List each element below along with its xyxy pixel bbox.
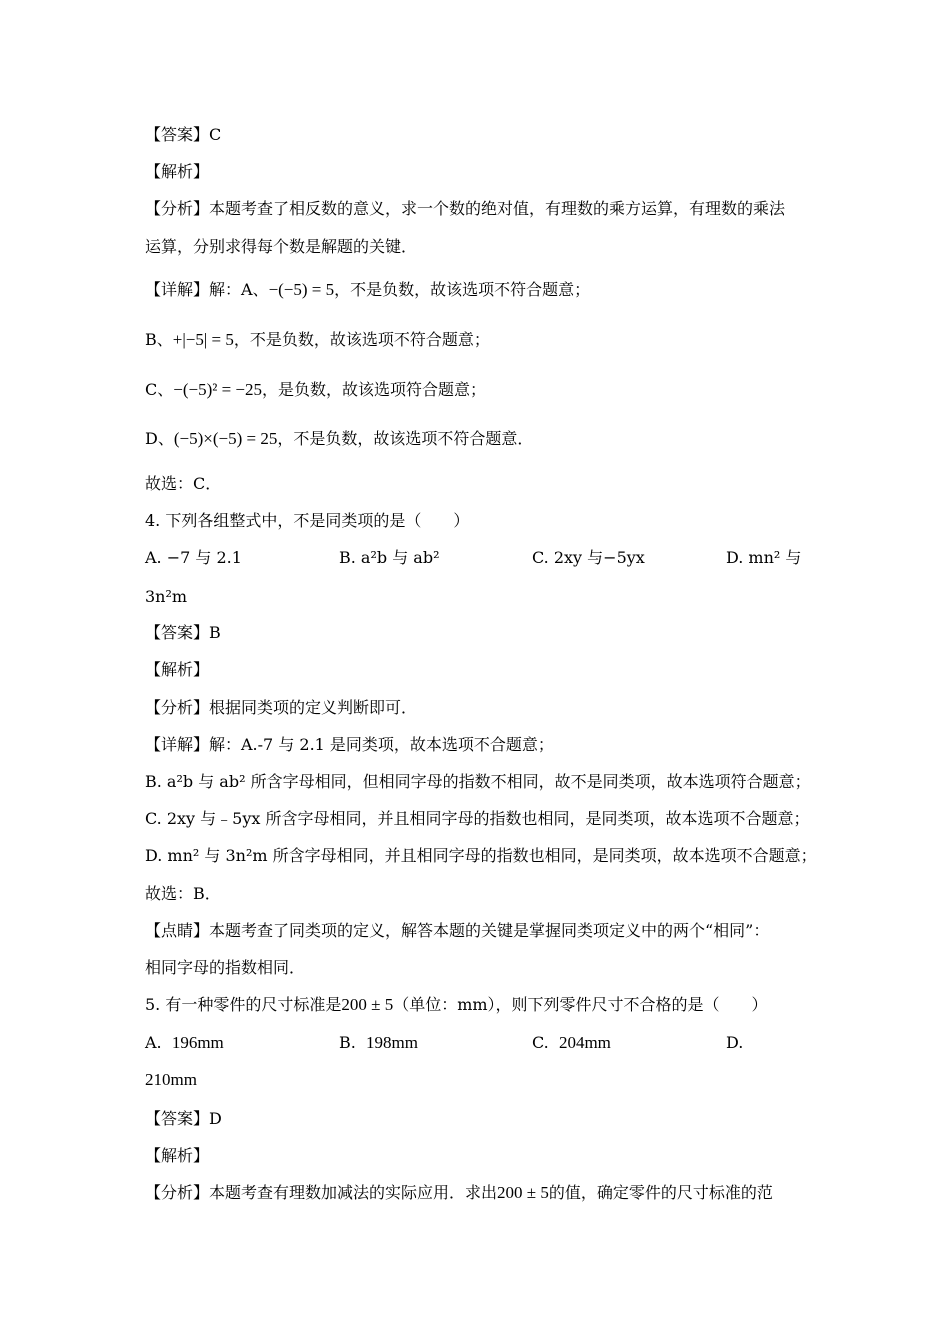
q3-detail-c [145,379,486,401]
q4-detail-4: D. mn² 与 3n²m 所含字母相同，并且相同字母的指数也相同，是同类项，故本选项不合题意； [145,846,817,865]
q5-option-b-value: 198mm [366,1033,418,1052]
q5-option-c-value: 204mm [558,1033,611,1052]
q3-detail-d-suffix: ，不是负数，故该选项不符合题意． [277,429,534,448]
q3-detail-c-suffix: ，是负数，故该选项符合题意； [262,380,487,399]
q5-option-d-label: D. [726,1033,744,1052]
q4-answer: 【答案】B [145,623,221,642]
q4-detail-3: C. 2xy 与﹣5yx 所含字母相同，并且相同字母的指数也相同，是同类项，故本选项不合题意； [145,809,810,828]
q5-option-a-label: A. [145,1033,162,1052]
q4-detail-2: B. a²b 与 ab² 所含字母相同，但相同字母的指数不相同，故不是同类项，故本选项符合题意； [145,772,811,791]
q3-fenxi-line-1: 【分析】本题考查了相反数的意义，求一个数的绝对值，有理数的乘方运算，有理数的乘法 [145,199,786,218]
q5-option-d [726,1032,743,1054]
q4-comment-line-1: 【点睛】本题考查了同类项的定义，解答本题的关键是掌握同类项定义中的两个“相同”： [145,921,770,940]
q3-detail-d-prefix: D、 [145,429,174,448]
q3-answer: 【答案】C [145,125,222,144]
q5-option-b-label: B. [339,1033,356,1052]
q5-option-c [532,1032,611,1054]
q5-stem-suffix: （单位：mm），则下列零件尺寸不合格的是（ ） [393,995,768,1014]
q3-detail-c-prefix: C、 [145,380,174,399]
q5-option-d-continued: 210mm [145,1070,197,1089]
q3-detail-b-math: +|−5| = 5 [172,330,234,349]
q3-detail-c-math: −(−5)² = −25 [173,380,263,399]
q5-stem [145,994,768,1016]
q3-detail-d [145,428,533,450]
q5-fenxi [145,1182,773,1204]
q3-detail-a [145,279,590,301]
q4-choice: 故选：B． [145,884,221,903]
q5-fenxi-prefix: 【分析】本题考查有理数加减法的实际应用．求出 [145,1183,498,1202]
q4-option-b: B. a²b 与 ab² [339,548,440,567]
q5-stem-math: 200 ± 5 [341,995,394,1014]
q4-option-d-continued: 3n²m [145,587,188,606]
q5-fenxi-math: 200 ± 5 [497,1183,549,1202]
q5-stem-prefix: 5. 有一种零件的尺寸标准是 [145,995,342,1014]
q5-fenxi-suffix: 的值，确定零件的尺寸标准的范 [548,1183,773,1202]
q4-stem: 4. 下列各组整式中，不是同类项的是（ ） [145,511,470,530]
q4-option-a: A. −7 与 2.1 [145,548,242,567]
q3-detail-b [145,329,490,351]
q5-answer: 【答案】D [145,1109,222,1128]
q5-option-a [145,1032,224,1054]
q5-analysis-heading: 【解析】 [145,1146,210,1165]
q3-detail-b-suffix: ，不是负数，故该选项不符合题意； [233,330,490,349]
q4-fenxi: 【分析】根据同类项的定义判断即可． [145,698,418,717]
q4-analysis-heading: 【解析】 [145,660,210,679]
q3-detail-d-math: (−5)×(−5) = 25 [173,429,278,448]
q4-comment-line-2: 相同字母的指数相同． [145,958,306,977]
q4-detail-1: 【详解】解：A.-7 与 2.1 是同类项，故本选项不合题意； [145,735,554,754]
q3-detail-a-suffix: ，不是负数，故该选项不符合题意； [334,280,591,299]
q5-option-a-value: 196mm [171,1033,224,1052]
q3-detail-a-math: −(−5) = 5 [268,280,335,299]
q4-option-d: D. mn² 与 [726,548,802,567]
q3-fenxi-line-2: 运算，分别求得每个数是解题的关键． [145,237,418,256]
q5-option-c-label: C. [532,1033,549,1052]
q3-detail-b-prefix: B、 [145,330,173,349]
q4-option-c: C. 2xy 与−5yx [532,548,645,567]
q5-option-b [339,1032,418,1054]
q3-choice: 故选：C． [145,474,222,493]
q3-analysis-heading: 【解析】 [145,162,210,181]
q3-detail-a-prefix: 【详解】解：A、 [145,280,269,299]
